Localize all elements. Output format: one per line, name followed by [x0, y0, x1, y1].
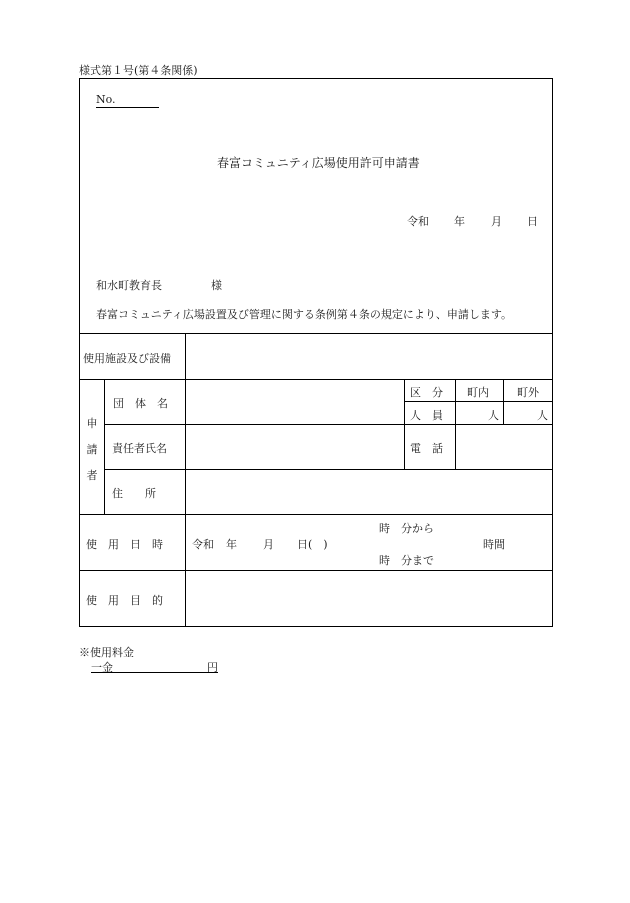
rule-applicant: [79, 514, 553, 515]
category-label: 区 分: [410, 386, 443, 399]
hours-label: 時間: [483, 538, 505, 551]
fee-label: ※使用料金: [79, 646, 134, 659]
date-day: 日: [527, 215, 538, 228]
dt-day: 日( ): [297, 538, 328, 551]
rule-category: [404, 401, 553, 402]
facility-input[interactable]: [187, 335, 551, 377]
group-name-input[interactable]: [187, 381, 403, 423]
phone-label: 電 話: [410, 442, 443, 455]
facility-label: 使用施設及び設備: [83, 352, 171, 365]
date-year: 年: [454, 215, 465, 228]
rule-datetime: [79, 570, 553, 571]
phone-input[interactable]: [457, 426, 551, 468]
dt-era: 令和: [192, 538, 214, 551]
rule-category-right: [503, 379, 504, 424]
dt-month: 月: [263, 538, 274, 551]
no-label: No.: [96, 93, 116, 106]
applicant-char-1: 申: [86, 417, 98, 430]
purpose-label: 使 用 目 的: [86, 594, 163, 607]
rule-category-mid: [455, 379, 456, 469]
rule-label-column: [185, 333, 186, 627]
people-unit-out: 人: [537, 409, 548, 422]
applicant-label: [84, 411, 100, 489]
no-field[interactable]: [96, 93, 159, 108]
rule-top-section: [79, 333, 553, 334]
people-unit-in: 人: [488, 409, 499, 422]
rule-applicant-column: [104, 379, 105, 514]
addressee-name: 和水町教育長: [96, 279, 162, 292]
fee-prefix: 一金: [91, 661, 113, 674]
rule-category-left: [404, 379, 405, 469]
people-label: 人 員: [410, 409, 443, 422]
rule-facility: [79, 379, 553, 380]
dt-year: 年: [226, 538, 237, 551]
date-era: 令和: [407, 215, 429, 228]
out-town-label: 町外: [517, 386, 539, 399]
rule-group: [104, 424, 553, 425]
applicant-char-3: 者: [86, 469, 98, 482]
rep-name-label: 責任者氏名: [112, 442, 167, 455]
rep-name-input[interactable]: [187, 426, 403, 468]
group-name-label: 団 体 名: [113, 397, 168, 410]
rule-rep: [104, 469, 553, 470]
form-title: 春富コミュニティ広場使用許可申請書: [217, 156, 420, 170]
time-to: 時 分まで: [379, 554, 434, 567]
in-town-label: 町内: [467, 386, 489, 399]
fee-amount-field[interactable]: [91, 659, 218, 673]
address-input[interactable]: [187, 471, 551, 513]
fee-unit: 円: [207, 661, 218, 674]
date-month: 月: [491, 215, 502, 228]
applicant-char-2: 請: [86, 443, 98, 456]
address-label: 住 所: [112, 487, 156, 500]
form-number: 様式第１号(第４条関係): [79, 64, 198, 77]
statement: 春富コミュニティ広場設置及び管理に関する条例第４条の規定により、申請します。: [96, 308, 513, 321]
purpose-input[interactable]: [187, 572, 551, 625]
addressee-honorific: 様: [211, 279, 222, 292]
time-from: 時 分から: [379, 522, 434, 535]
datetime-label: 使 用 日 時: [86, 538, 163, 551]
datetime-input[interactable]: [187, 516, 551, 568]
